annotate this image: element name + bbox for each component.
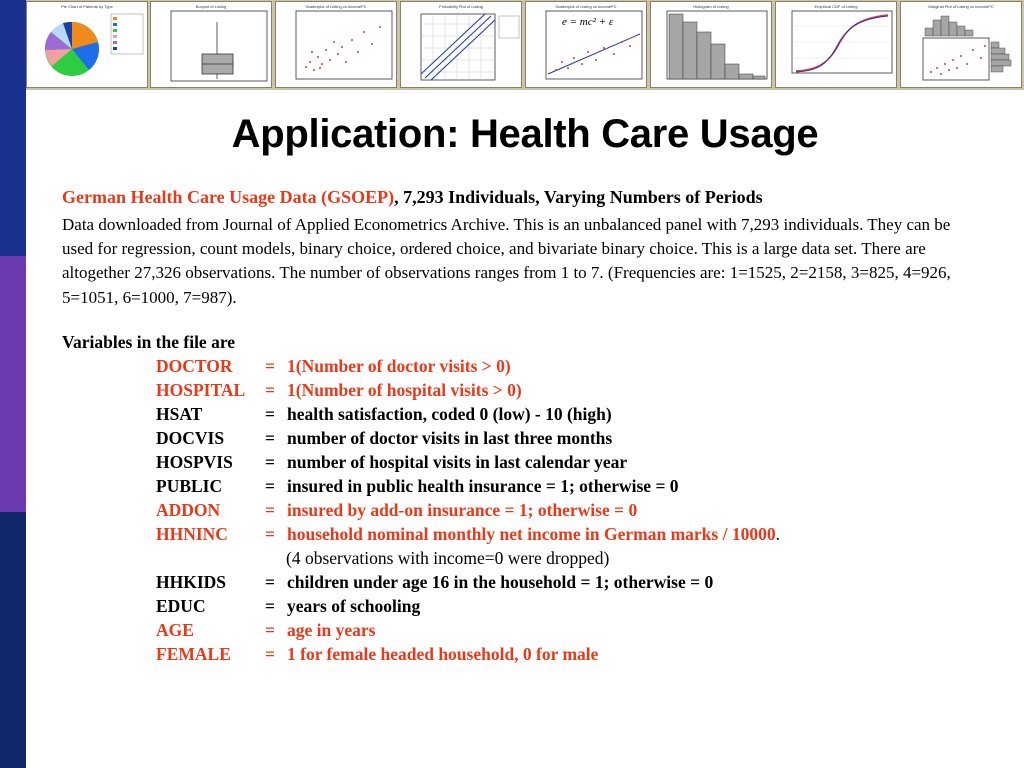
marginal-thumbnail-graphic [901,2,1022,88]
variable-name: FEMALE [156,644,231,664]
cdf-thumbnail-graphic [776,2,897,88]
variable-description [287,524,780,545]
dataset-description: Data downloaded from Journal of Applied Econometrics Archive. This is an unbalanced panel with 7,293 individuals. They can be used for regression, count models, binary choice, ordered choice, and bivariate binary choice. This is a large data set. There are altogether 27,326 observations. The number of observations ranges from 1 to 7. (Frequencies are: 1=1525, 2=2158, 3=825, 4=926, 5=1051, 6=1000, 7=987). [62,215,951,307]
variable-description: number of doctor visits in last three months [287,428,613,448]
variable-name: HOSPVIS [156,452,233,472]
variable-name: ADDON [156,500,221,520]
scatter-thumbnail-graphic [276,2,397,88]
variable-description: years of schooling [287,596,421,616]
pie-chart-thumbnail-graphic [27,2,148,88]
variable-equals: = [265,620,275,640]
thumbnail-boxplot [150,1,272,88]
variables-heading: Variables in the file are [62,332,236,352]
variable-description: insured in public health insurance = 1; otherwise = 0 [287,476,679,496]
variable-description: health satisfaction, coded 0 (low) - 10 (high) [287,404,612,424]
thumbnail-title: Boxplot of Listing [195,4,227,9]
thumbnail-title: Scatterplot of Listing vs IncomePC [305,4,367,9]
variable-description: 1(Number of doctor visits > 0) [287,356,511,376]
hhninc-note: (4 observations with income=0 were dropped) [286,548,610,568]
thumbnail-title: Histogram of Listing [693,4,729,9]
variable-equals: = [265,452,275,472]
variable-equals: = [265,596,275,616]
thumbnail-title: Probability Plot of Listing [439,4,483,9]
variable-equals: = [265,428,275,448]
slide-title: Application: Health Care Usage [231,112,819,156]
variable-description: children under age 16 in the household = 1; otherwise = 0 [287,572,714,592]
variable-equals: = [265,380,275,400]
thumbnail-strip [26,0,1024,90]
thumbnail-histogram [650,1,772,88]
scatter-equation-thumbnail-graphic [526,2,647,88]
thumbnail-empirical-cdf [775,1,897,88]
thumbnail-marginal-plot [900,1,1022,88]
variable-name: PUBLIC [156,476,223,496]
side-bar-purple [0,256,26,512]
variable-equals: = [265,572,275,592]
thumbnail-title: Scatterplot of Listing vs IncomePC [555,4,617,9]
variable-equals: = [265,476,275,496]
variable-description-trail: . [775,524,780,544]
side-bar-navy [0,512,26,768]
variable-equals: = [265,644,275,664]
thumbnail-title: Pie Chart of Patients by Type [61,4,113,9]
thumbnail-scatterplot-equation [525,1,647,88]
variable-name: HHNINC [156,524,228,544]
histogram-thumbnail-graphic [651,2,772,88]
variable-equals: = [265,524,275,544]
variable-equals: = [265,500,275,520]
variable-description: insured by add-on insurance = 1; otherwise = 0 [287,500,638,520]
dataset-name: German Health Care Usage Data (GSOEP) [62,187,395,207]
dataset-heading [62,187,763,208]
dataset-summary: , 7,293 Individuals, Varying Numbers of Periods [394,187,763,207]
variable-name: HSAT [156,404,203,424]
variable-description-text: household nominal monthly net income in German marks / 10000 [287,524,776,544]
variable-equals: = [265,356,275,376]
thumbnail-pie-chart [26,1,148,88]
side-bar-blue [0,0,26,256]
variable-description: number of hospital visits in last calendar year [287,452,628,472]
thumbnail-probability-plot [400,1,522,88]
variable-equals: = [265,404,275,424]
variable-name: DOCTOR [156,356,233,376]
equation-label: e = mc² + ε [562,16,614,28]
variable-name: AGE [156,620,194,640]
variable-name: DOCVIS [156,428,225,448]
boxplot-thumbnail-graphic [151,2,272,88]
variable-name: HOSPITAL [156,380,246,400]
probability-thumbnail-graphic [401,2,522,88]
variable-description: 1(Number of hospital visits > 0) [287,380,522,400]
variable-description: age in years [287,620,376,640]
thumbnail-title: Empirical CDF of Listing [814,4,858,9]
thumbnail-scatterplot [275,1,397,88]
variable-name: HHKIDS [156,572,227,592]
thumbnail-title: Marginal Plot of Listing vs IncomePC [928,4,994,9]
variable-name: EDUC [156,596,206,616]
variable-description: 1 for female headed household, 0 for male [287,644,599,664]
